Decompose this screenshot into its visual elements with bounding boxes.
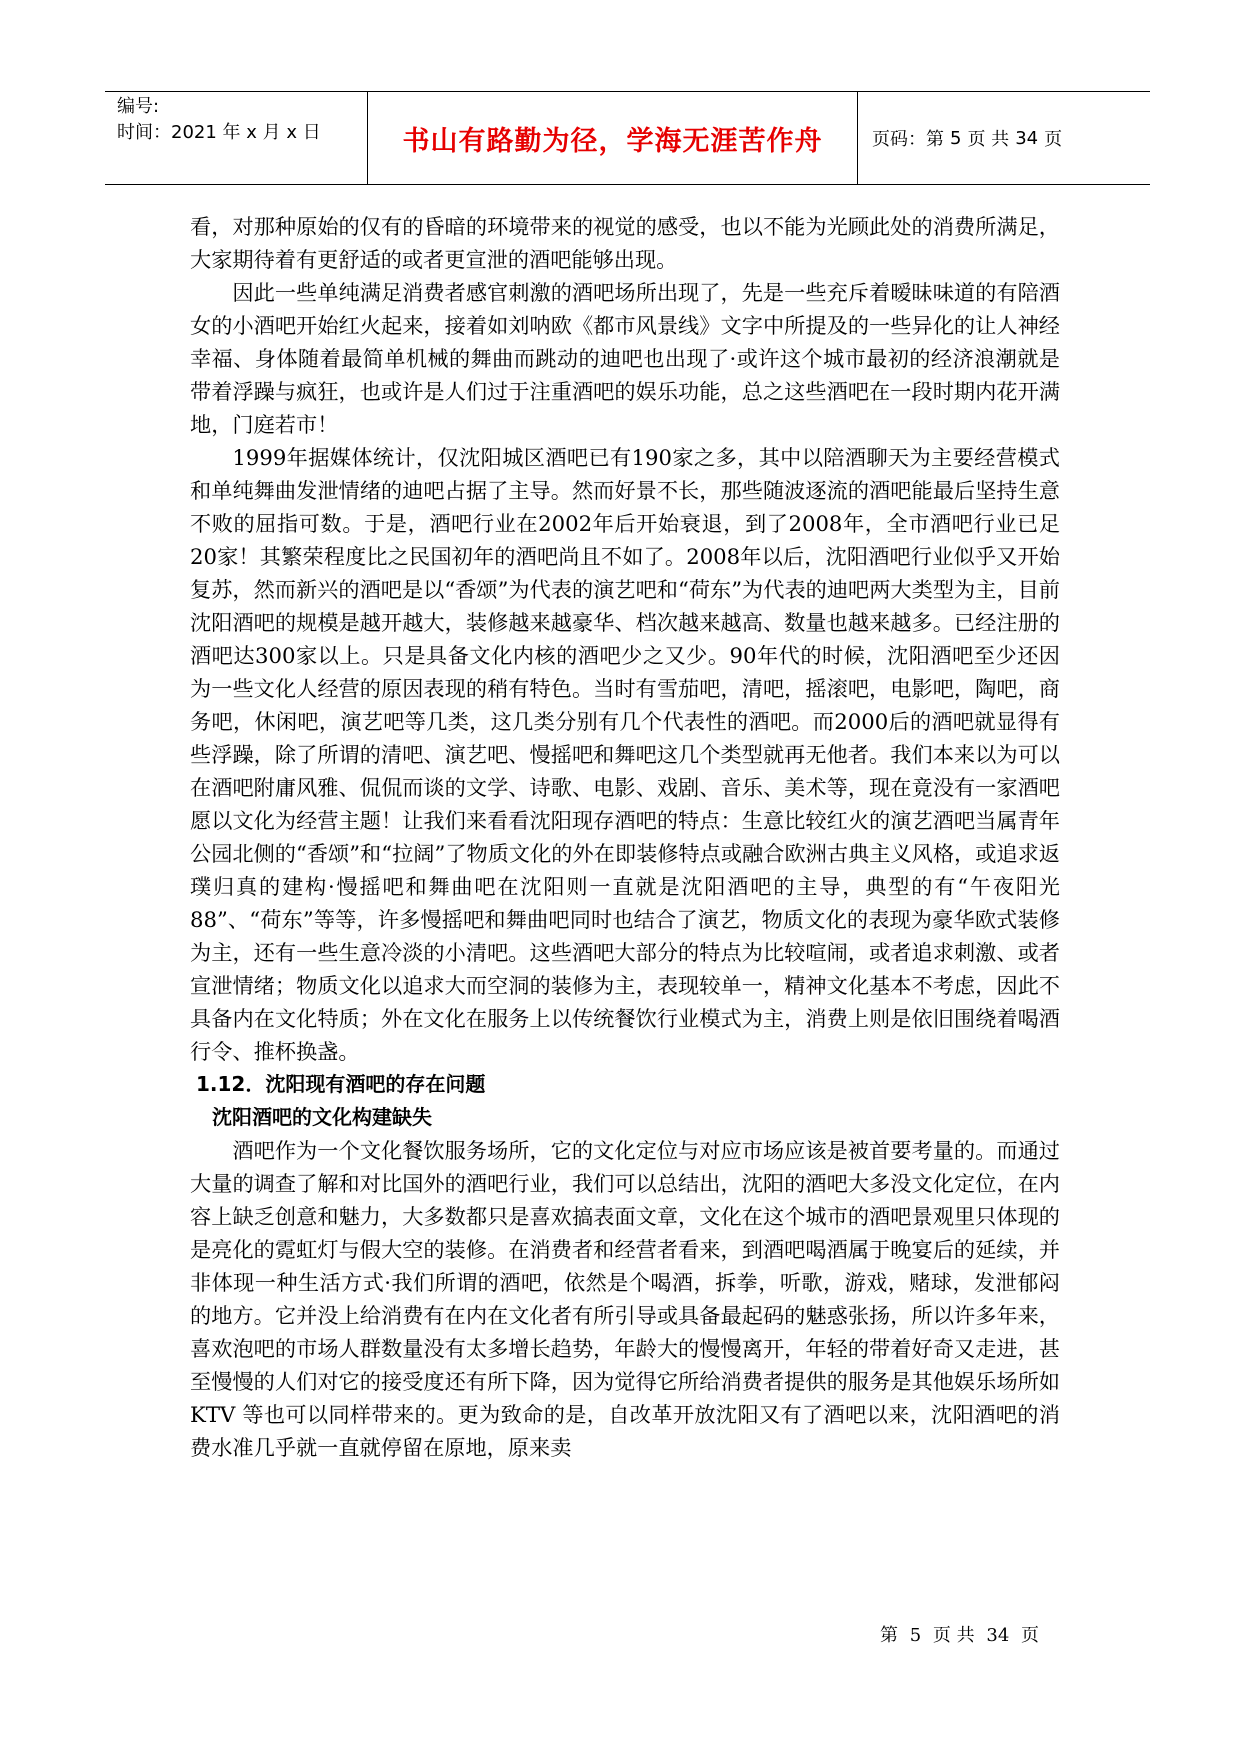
header-meta (105, 92, 368, 184)
page-number: 5 (950, 127, 962, 149)
page-end: 页 (1044, 129, 1063, 150)
footer-page-number: 5 (909, 1625, 922, 1646)
page-header (105, 91, 1150, 185)
paragraph-2: 因此一些单纯满足消费者感官刺激的酒吧场所出现了，先是一些充斥着暧昧味道的有陪酒女的小酒吧开始红火起来，接着如刘呐欧《都市风景线》文字中所提及的一些异化的让人神经幸福、身体随着最简单机械的舞曲而跳动的迪吧也出现了·或许这个城市最初的经济浪潮就是带着浮躁与疯狂，也或许是人们过于注重酒吧的娱乐功能，总之这些酒吧在一段时期内花开满地，门庭若市！ (190, 280, 1060, 437)
paragraph-3: 1999年据媒体统计，仅沈阳城区酒吧已有190家之多，其中以陪酒聊天为主要经营模式和单纯舞曲发泄情绪的迪吧占据了主导。然而好景不长，那些随波逐流的酒吧能最后坚持生意不败的屈指可数。于是，酒吧行业在2002年后开始衰退，到了2008年，全市酒吧行业已足20家！其繁荣程度比之民国初年的酒吧尚且不如了。2008年以后，沈阳酒吧行业似乎又开始复苏，然而新兴的酒吧是以“香颂”为代表的演艺吧和“荷东”为代表的迪吧两大类型为主，目前沈阳酒吧的规模是越开越大，装修越来越豪华、档次越来越高、数量也越来越多。已经注册的酒吧达300家以上。只是具备文化内核的酒吧少之又少。90年代的时候，沈阳酒吧至少还因为一些文化人经营的原因表现的稍有特色。当时有雪茄吧，清吧，摇滚吧，电影吧，陶吧，商务吧，休闲吧，演艺吧等几类，这几类分别有几个代表性的酒吧。而2000后的酒吧就显得有些浮躁，除了所谓的清吧、演艺吧、慢摇吧和舞吧这几个类型就再无他者。我们本来以为可以在酒吧附庸风雅、侃侃而谈的文学、诗歌、电影、戏剧、音乐、美术等，现在竟没有一家酒吧愿以文化为经营主题！让我们来看看沈阳现存酒吧的特点：生意比较红火的演艺酒吧当属青年公园北侧的“香颂”和“拉阔”了物质文化的外在即装修特点或融合欧洲古典主义风格，或追求返璞归真的建构·慢摇吧和舞曲吧在沈阳则一直就是沈阳酒吧的主导，典型的有“午夜阳光88”、“荷东”等等，许多慢摇吧和舞曲吧同时也结合了演艺，物质文化的表现为豪华欧式装修为主，还有一些生意冷淡的小清吧。这些酒吧大部分的特点为比较喧闹，或者追求刺激、或者宣泄情绪；物质文化以追求大而空洞的装修为主，表现较单一，精神文化基本不考虑，因此不具备内在文化特质；外在文化在服务上以传统餐饮行业模式为主，消费上则是依旧围绕着喝酒行令、推杯换盏。 (190, 445, 1060, 1064)
paragraph-1: 看，对那种原始的仅有的昏暗的环境带来的视觉的感受，也以不能为光顾此处的消费所满足，大家期待着有更舒适的或者更宣泄的酒吧能够出现。 (190, 214, 1060, 272)
page-label: 页码：第 (872, 129, 944, 150)
motto: 书山有路勤为径，学海无涯苦作舟 (402, 125, 823, 157)
header-page-info (858, 92, 1150, 184)
document-body (190, 210, 1060, 1464)
footer-di: 第 (880, 1625, 898, 1646)
footer-total: 34 (986, 1625, 1010, 1646)
code-label: 编号: (117, 96, 160, 117)
subsection-heading: 沈阳酒吧的文化构建缺失 (212, 1105, 432, 1129)
time-label: 时间：2021 年 x 月 x 日 (117, 122, 321, 143)
header-motto-cell (368, 92, 858, 184)
footer-ye: 页 (1021, 1625, 1040, 1646)
page-mid: 页 共 (967, 129, 1010, 150)
page-total: 34 (1015, 127, 1039, 149)
paragraph-4: 酒吧作为一个文化餐饮服务场所，它的文化定位与对应市场应该是被首要考量的。而通过大量的调查了解和对比国外的酒吧行业，我们可以总结出，沈阳的酒吧大多没文化定位，在内容上缺乏创意和魅力，大多数都只是喜欢搞表面文章，文化在这个城市的酒吧景观里只体现的是亮化的霓虹灯与假大空的装修。在消费者和经营者看来，到酒吧喝酒属于晚宴后的延续，并非体现一种生活方式·我们所谓的酒吧，依然是个喝酒，拆拳，听歌，游戏，赌球，发泄郁闷的地方。它并没上给消费有在内在文化者有所引导或具备最起码的魅惑张扬，所以许多年来，喜欢泡吧的市场人群数量没有太多增长趋势，年龄大的慢慢离开，年轻的带着好奇又走进，甚至慢慢的人们对它的接受度还有所下降，因为觉得它所给消费者提供的服务是其他娱乐场所如 KTV 等也可以同样带来的。更为致命的是，自改革开放沈阳又有了酒吧以来，沈阳酒吧的消费水准几乎就一直就停留在原地，原来卖 (190, 1138, 1060, 1460)
footer-ye-gong: 页 共 (932, 1625, 975, 1646)
section-heading: 1.12．沈阳现有酒吧的存在问题 (196, 1072, 486, 1096)
page-footer (880, 1621, 1045, 1647)
